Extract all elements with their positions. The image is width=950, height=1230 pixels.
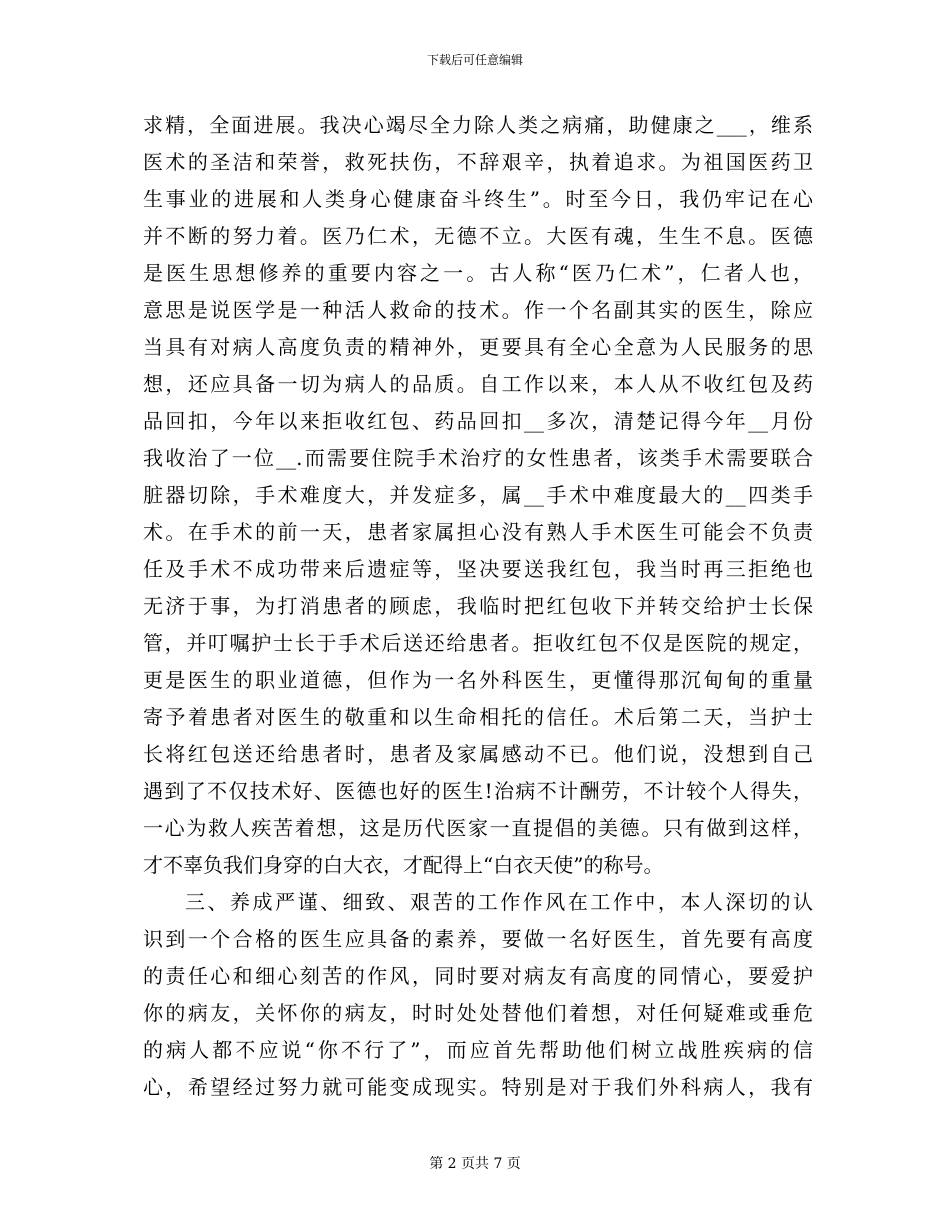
page-footer: 第 2 页共 7 页: [429, 1156, 521, 1172]
text-line: 遇到了不仅技术好、医德也好的医生!治病不计酬劳，不计较个人得失，: [143, 779, 813, 803]
text-line: 生事业的进展和人类身心健康奋斗终生”。时至今日，我仍牢记在心: [143, 187, 813, 211]
text-line: 无济于事，为打消患者的顾虑，我临时把红包收下并转交给护士长保: [143, 594, 813, 618]
text-line: 术。在手术的前一天，患者家属担心没有熟人手术医生可能会不负责: [143, 520, 813, 544]
paragraph-end-line: 才不辜负我们身穿的白大衣，才配得上“白衣天使”的称号。: [143, 853, 664, 877]
text-line: 品回扣，今年以来拒收红包、药品回扣__多次，清楚记得今年__月份: [143, 409, 813, 433]
text-line: 并不断的努力着。医乃仁术，无德不立。大医有魂，生生不息。医德: [143, 224, 813, 248]
text-line: 意思是说医学是一种活人救命的技术。作一个名副其实的医生，除应: [143, 298, 813, 322]
paragraph-start-line: 三、养成严谨、细致、艰苦的工作作风在工作中，本人深切的认: [185, 890, 813, 914]
document-body: [143, 107, 813, 1106]
text-line: 任及手术不成功带来后遗症等，坚决要送我红包，我当时再三拒绝也: [143, 557, 813, 581]
text-line: 医术的圣洁和荣誉，救死扶伤，不辞艰辛，执着追求。为祖国医药卫: [143, 150, 813, 174]
text-line: 长将红包送还给患者时，患者及家属感动不已。他们说，没想到自己: [143, 742, 813, 766]
text-line: 寄予着患者对医生的敬重和以生命相托的信任。术后第二天，当护士: [143, 705, 813, 729]
text-line: 更是医生的职业道德，但作为一名外科医生，更懂得那沉甸甸的重量: [143, 668, 813, 692]
text-line: 的病人都不应说“你不行了”，而应首先帮助他们树立战胜疾病的信: [143, 1038, 813, 1062]
text-line: 求精，全面进展。我决心竭尽全力除人类之病痛，助健康之___，维系: [143, 113, 813, 137]
text-line: 是医生思想修养的重要内容之一。古人称“医乃仁术”，仁者人也，: [143, 261, 813, 285]
text-line: 当具有对病人高度负责的精神外，更要具有全心全意为人民服务的思: [143, 335, 813, 359]
text-line: 的责任心和细心刻苦的作风，同时要对病友有高度的同情心，要爱护: [143, 964, 813, 988]
text-line: 一心为救人疾苦着想，这是历代医家一直提倡的美德。只有做到这样，: [143, 816, 813, 840]
text-line: 管，并叮嘱护士长于手术后送还给患者。拒收红包不仅是医院的规定，: [143, 631, 813, 655]
text-line: 心，希望经过努力就可能变成现实。特别是对于我们外科病人，我有: [143, 1075, 813, 1099]
text-line: 我收治了一位__.而需要住院手术治疗的女性患者，该类手术需要联合: [143, 446, 813, 470]
text-line: 想，还应具备一切为病人的品质。自工作以来，本人从不收红包及药: [143, 372, 813, 396]
page-header: 下载后可任意编辑: [426, 53, 523, 67]
text-line: 你的病友，关怀你的病友，时时处处替他们着想，对任何疑难或垂危: [143, 1001, 813, 1025]
text-line: 识到一个合格的医生应具备的素养，要做一名好医生，首先要有高度: [143, 927, 813, 951]
text-line: 脏器切除，手术难度大，并发症多，属__手术中难度最大的__四类手: [143, 483, 813, 507]
